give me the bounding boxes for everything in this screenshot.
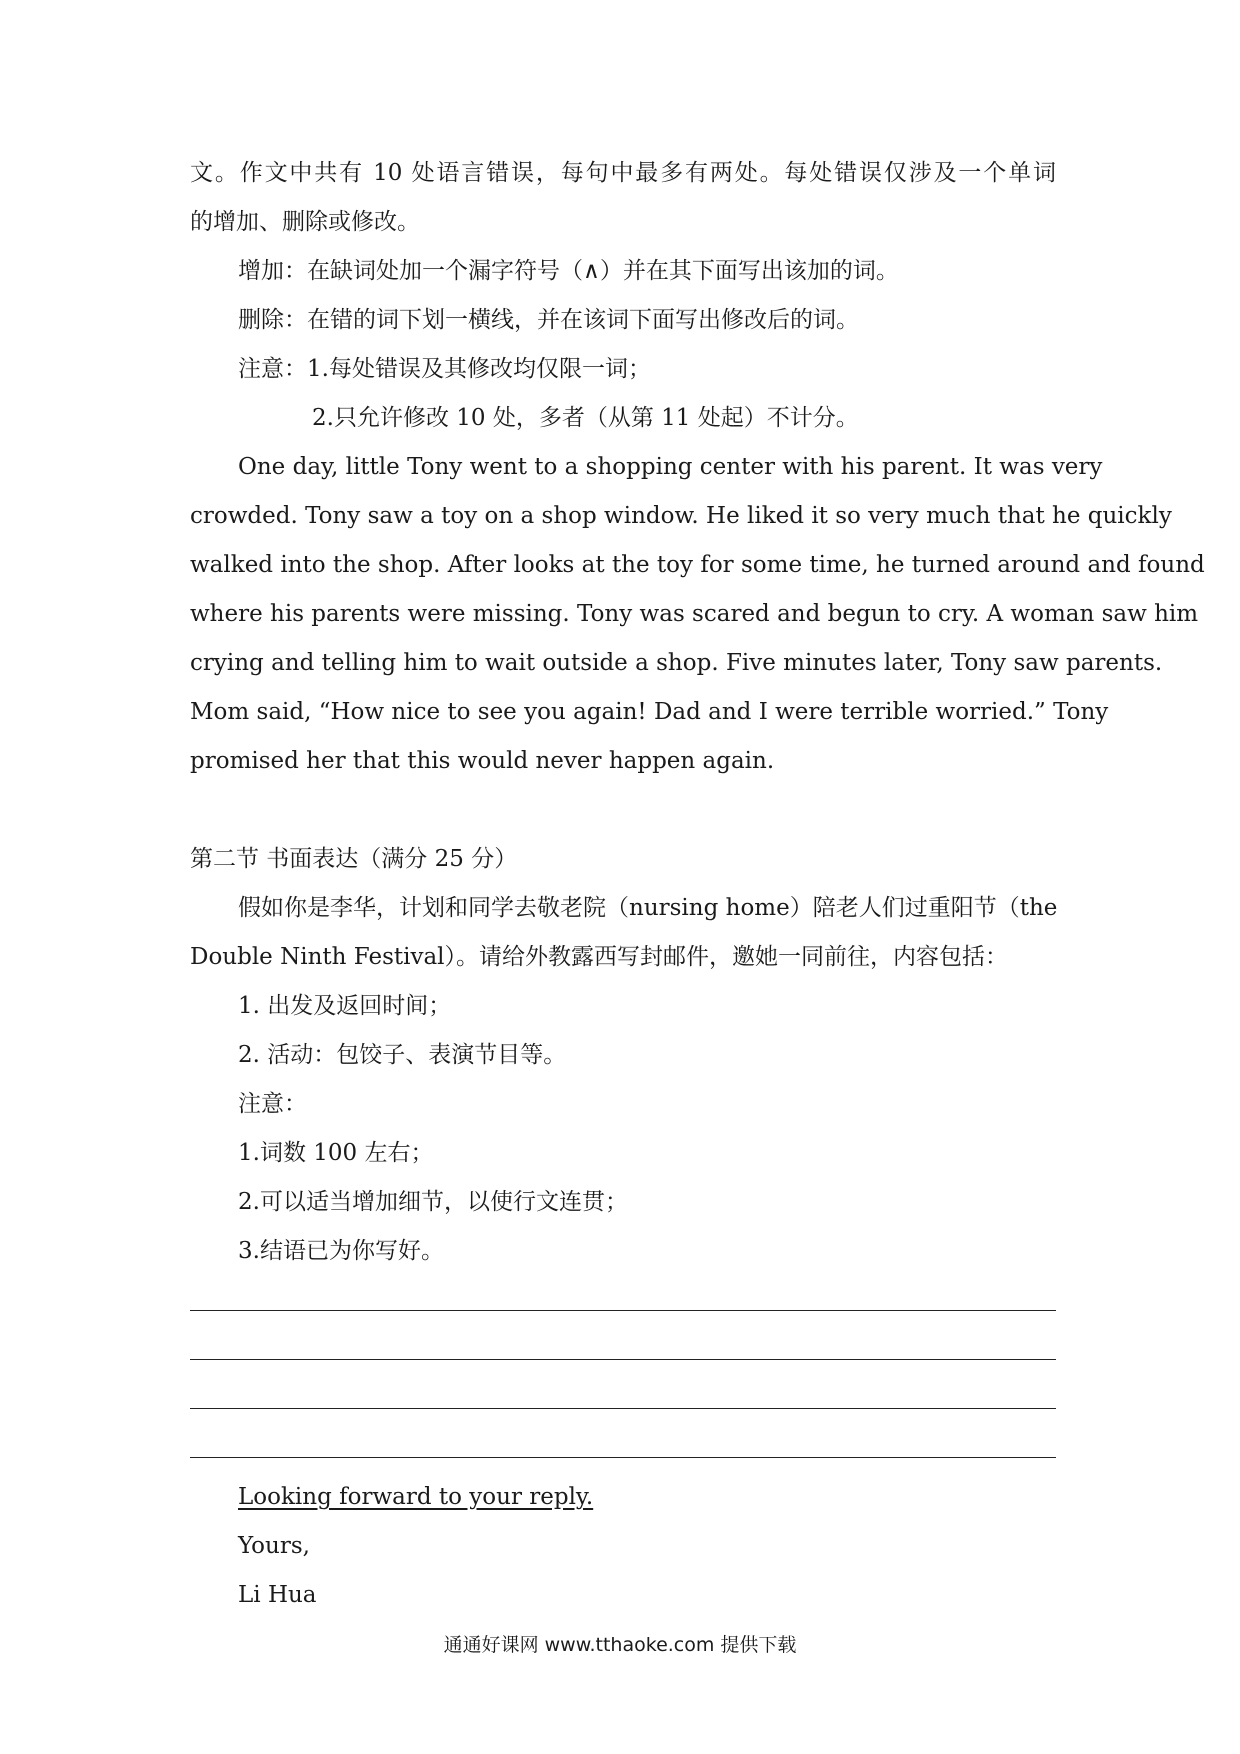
passage-line-2: crowded. Tony saw a toy on a shop window. He liked it so very much that he quickly <box>190 503 1172 529</box>
instruction-note-1: 注意：1.每处错误及其修改均仅限一词； <box>238 356 651 382</box>
instruction-line-2: 的增加、删除或修改。 <box>190 209 420 235</box>
answer-line <box>190 1457 1056 1458</box>
passage-line-6: Mom said, “How nice to see you again! Dad and I were terrible worried.” Tony <box>190 699 1109 725</box>
note-3: 3.结语已为你写好。 <box>238 1238 444 1264</box>
prompt-item-1: 1. 出发及返回时间； <box>238 993 452 1019</box>
note-1: 1.词数 100 左右； <box>238 1140 434 1166</box>
closing-yours: Yours, <box>238 1533 310 1559</box>
instruction-note-2: 2.只允许修改 10 处，多者（从第 11 处起）不计分。 <box>312 405 859 431</box>
passage-line-7: promised her that this would never happen again. <box>190 748 775 774</box>
prompt-line-1: 假如你是李华，计划和同学去敬老院（nursing home）陪老人们过重阳节（the <box>238 895 1058 921</box>
instruction-line-1: 文。作文中共有 10 处语言错误，每句中最多有两处。每处错误仅涉及一个单词 <box>190 160 1056 186</box>
answer-line <box>190 1310 1056 1311</box>
prompt-item-2: 2. 活动：包饺子、表演节目等。 <box>238 1042 567 1068</box>
instruction-delete: 删除：在错的词下划一横线，并在该词下面写出修改后的词。 <box>238 307 859 333</box>
closing-line: Looking forward to your reply. <box>238 1484 594 1510</box>
page-footer: 通通好课网 www.tthaoke.com 提供下载 <box>443 1634 797 1656</box>
passage-line-4: where his parents were missing. Tony was scared and begun to cry. A woman saw him <box>190 601 1199 627</box>
instruction-add: 增加：在缺词处加一个漏字符号（∧）并在其下面写出该加的词。 <box>238 258 899 284</box>
answer-line <box>190 1359 1056 1360</box>
prompt-line-2: Double Ninth Festival）。请给外教露西写封邮件，邀她一同前往，内容包括： <box>190 944 1009 970</box>
passage-line-3: walked into the shop. After looks at the toy for some time, he turned around and found <box>190 552 1205 578</box>
passage-line-1: One day, little Tony went to a shopping center with his parent. It was very <box>238 454 1103 480</box>
answer-line <box>190 1408 1056 1409</box>
section-2-heading: 第二节 书面表达（满分 25 分） <box>190 846 518 872</box>
note-label: 注意： <box>238 1091 307 1117</box>
note-2: 2.可以适当增加细节，以使行文连贯； <box>238 1189 628 1215</box>
closing-signature: Li Hua <box>238 1582 317 1608</box>
passage-line-5: crying and telling him to wait outside a shop. Five minutes later, Tony saw parents. <box>190 650 1163 676</box>
